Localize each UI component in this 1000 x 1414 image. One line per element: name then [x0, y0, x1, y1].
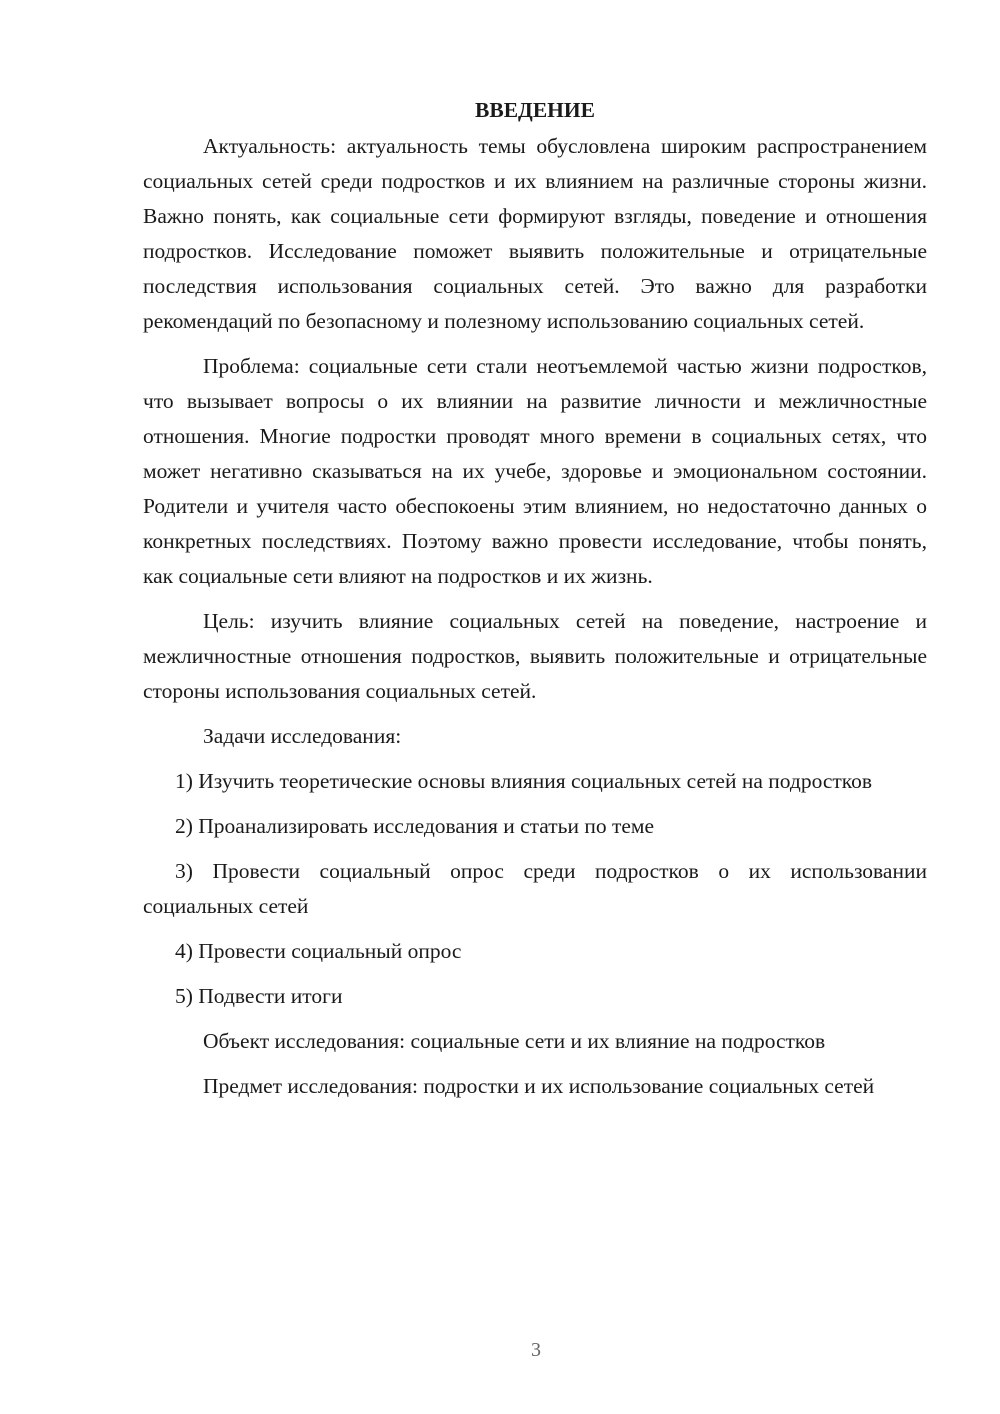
task-item-3: 3) Провести социальный опрос среди подростков о их использовании социальных сетей: [143, 859, 927, 918]
document-page: [143, 92, 927, 1104]
section-title: ВВЕДЕНИЕ: [475, 98, 595, 122]
problem-paragraph: Проблема: социальные сети стали неотъемлемой частью жизни подростков, что вызывает вопросы о их влиянии на развитие личности и межличностные отношения. Многие подростки проводят много времени в социальных сетях, что может негативно сказываться на их учебе, здоровье и эмоциональном состоянии. Родители и учителя часто обеспокоены этим влиянием, но недостаточно данных о конкретных последствиях. Поэтому важно провести исследование, чтобы понять, как социальные сети влияют на подростков и их жизнь.: [143, 354, 927, 588]
relevance-paragraph: Актуальность: актуальность темы обусловлена широким распространением социальных сетей среди подростков и их влиянием на различные стороны жизни. Важно понять, как социальные сети формируют взгляды, поведение и отношения подростков. Исследование поможет выявить положительные и отрицательные последствия использования социальных сетей. Это важно для разработки рекомендаций по безопасному и полезному использованию социальных сетей.: [143, 134, 927, 333]
tasks-heading: Задачи исследования:: [203, 724, 402, 748]
task-item-1: 1) Изучить теоретические основы влияния социальных сетей на подростков: [175, 769, 873, 793]
task-item-4: 4) Провести социальный опрос: [175, 939, 462, 963]
subject-paragraph: Предмет исследования: подростки и их использование социальных сетей: [203, 1074, 875, 1098]
page-number: 3: [531, 1339, 541, 1361]
goal-paragraph: Цель: изучить влияние социальных сетей на поведение, настроение и межличностные отношения подростков, выявить положительные и отрицательные стороны использования социальных сетей.: [143, 609, 927, 703]
task-item-2: 2) Проанализировать исследования и статьи по теме: [175, 814, 655, 838]
task-item-5: 5) Подвести итоги: [175, 984, 343, 1008]
object-paragraph: Объект исследования: социальные сети и их влияние на подростков: [203, 1029, 826, 1053]
